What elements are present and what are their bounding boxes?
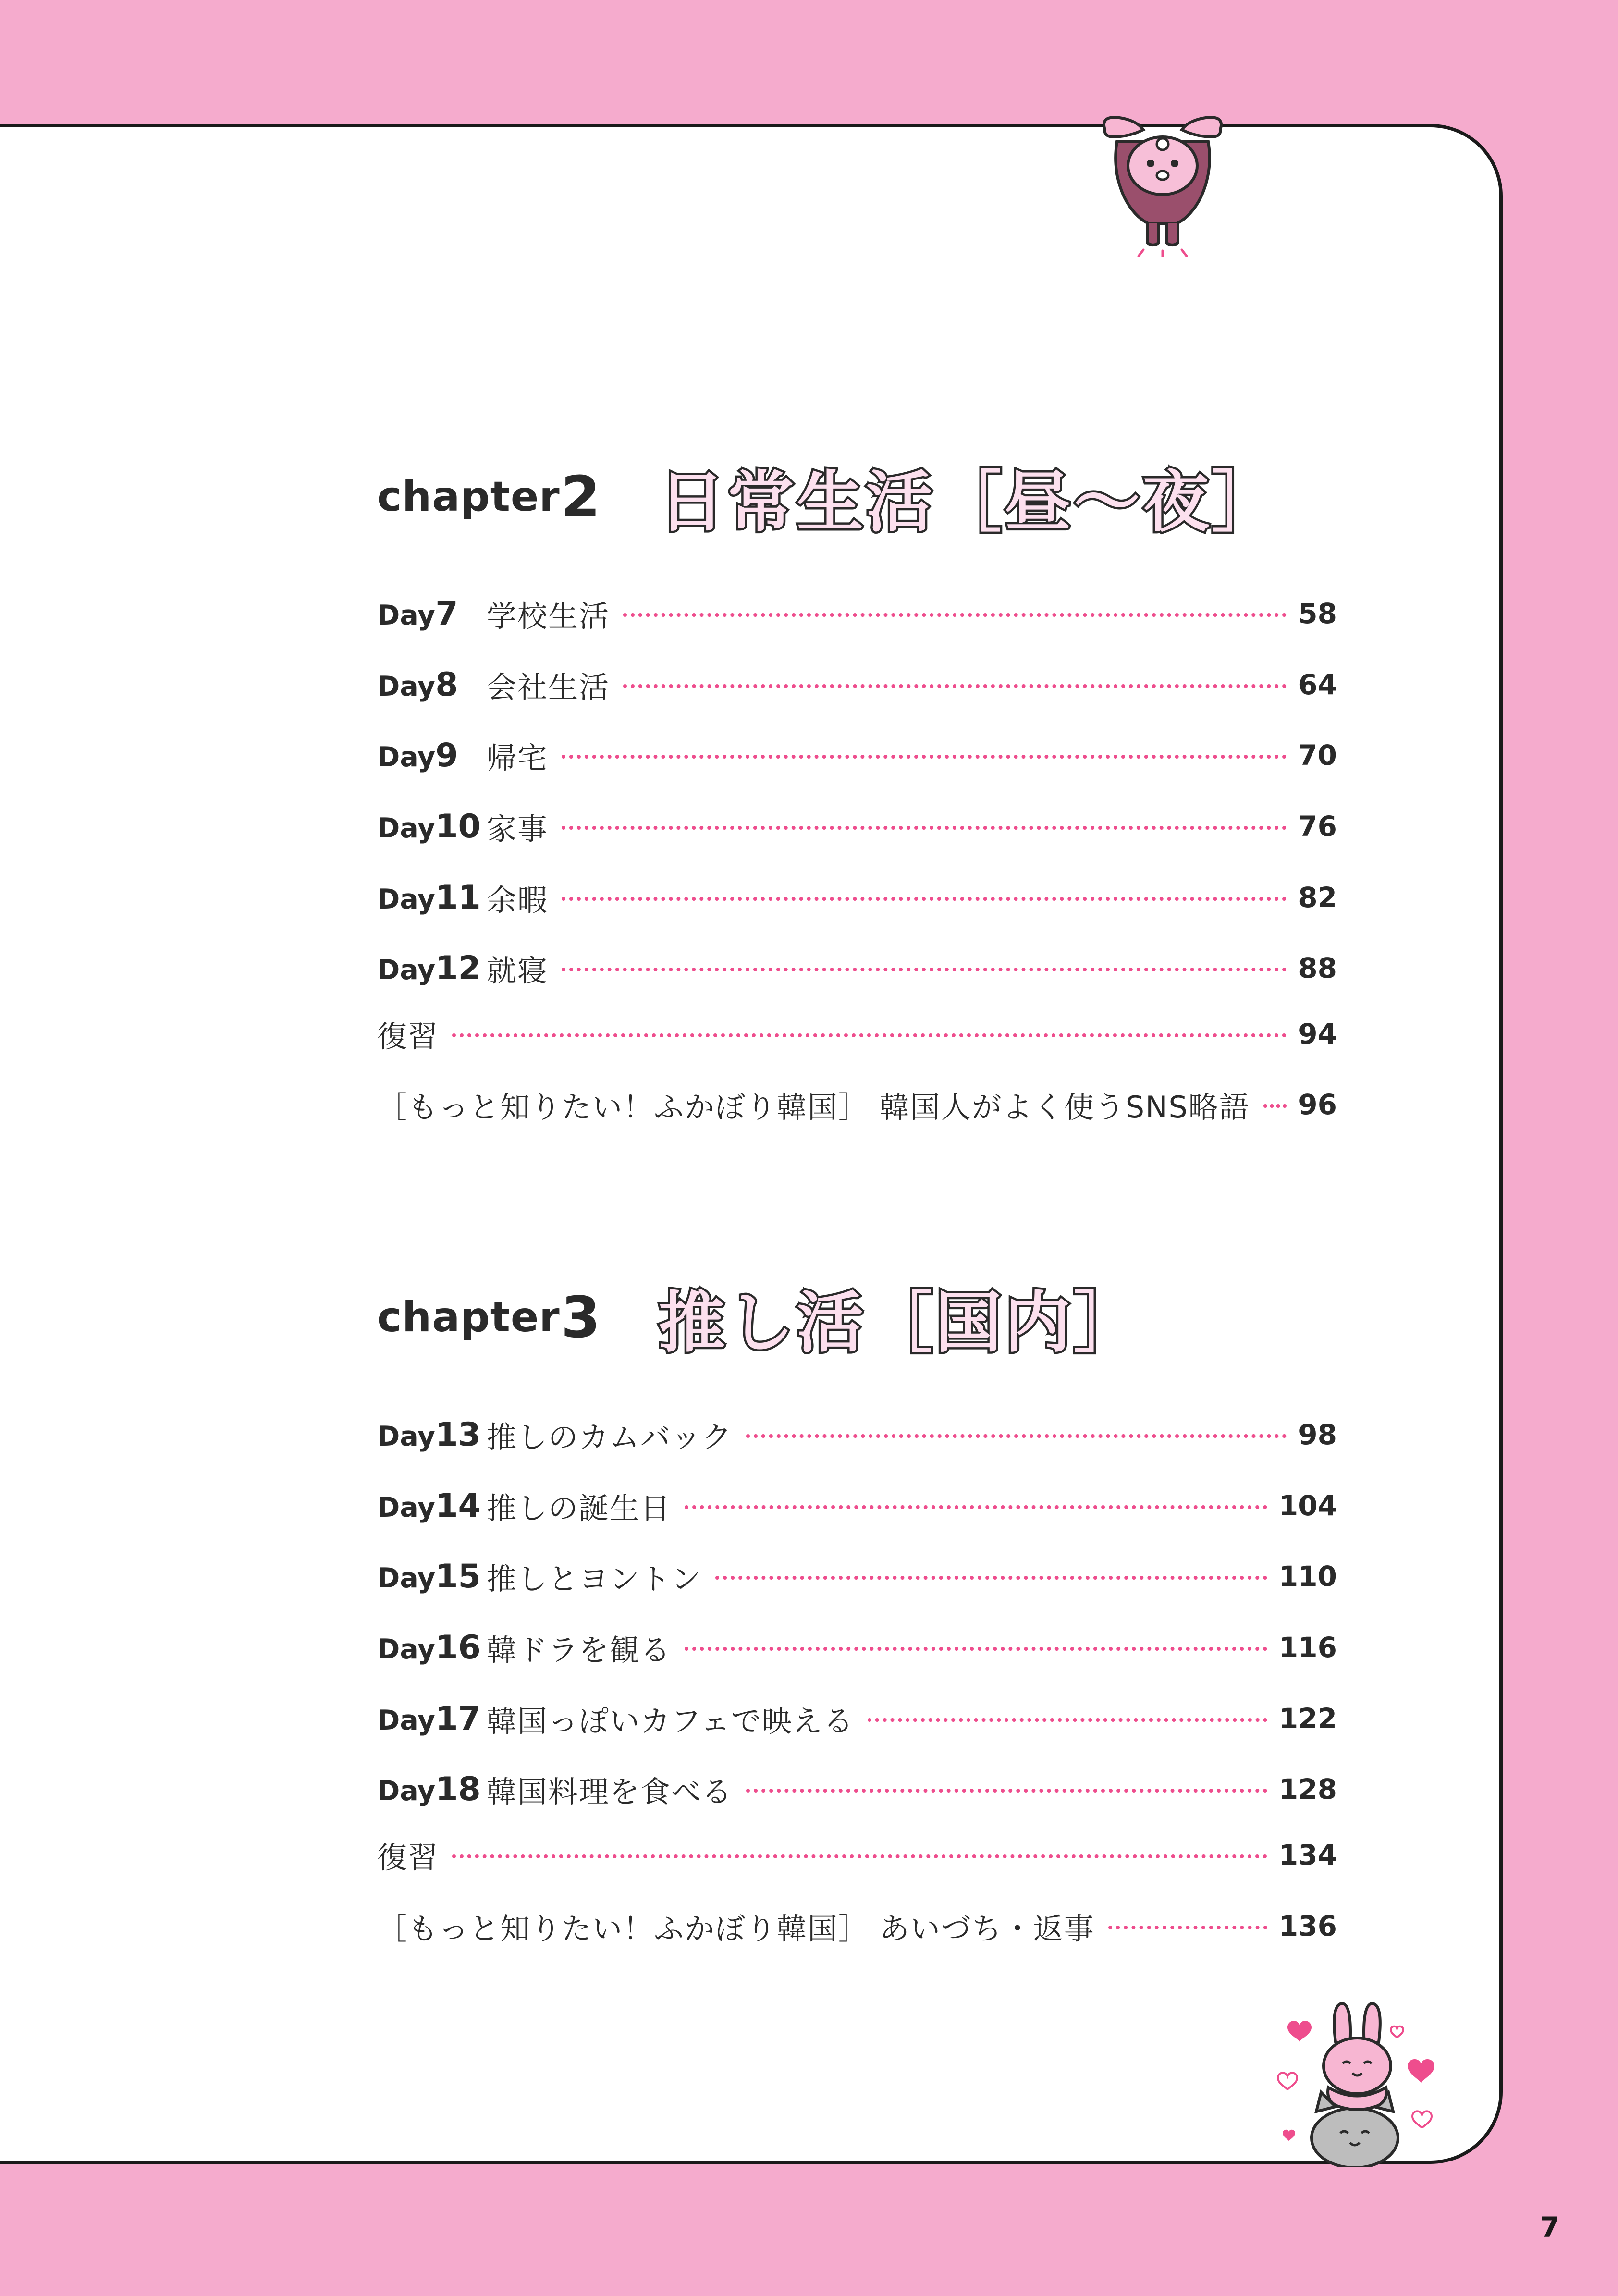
toc-row[interactable] xyxy=(377,1768,1337,1811)
page-number: 70 xyxy=(1298,739,1337,772)
day-label: Day16 xyxy=(377,1628,481,1667)
entry-title: 韓国料理を食べる xyxy=(487,1774,733,1809)
day-label: Day11 xyxy=(377,878,481,917)
entry-title: 韓国っぽいカフェで映える xyxy=(487,1703,854,1739)
entry-title: 家事 xyxy=(487,811,549,847)
day-label: Day9 xyxy=(377,736,458,774)
page-number: 104 xyxy=(1278,1489,1337,1522)
chapter-number: 3 xyxy=(561,1284,601,1351)
hanging-mascot-illustration xyxy=(1091,108,1235,259)
day-label: Day15 xyxy=(377,1557,481,1596)
dotted-leader xyxy=(562,755,1287,759)
dotted-leader xyxy=(623,684,1287,688)
entry-title: 推しとヨントン xyxy=(487,1561,702,1596)
dotted-leader xyxy=(1263,1104,1287,1108)
dotted-leader xyxy=(452,1854,1267,1858)
entry-title: 復習 xyxy=(377,1840,439,1875)
chapter-label: chapter xyxy=(377,1293,560,1341)
chapter-number: 2 xyxy=(561,464,601,530)
page-number-folio: 7 xyxy=(1540,2211,1560,2244)
dotted-leader xyxy=(452,1033,1287,1037)
page-number: 136 xyxy=(1278,1910,1337,1942)
toc-row[interactable] xyxy=(377,1484,1337,1527)
dotted-leader xyxy=(685,1647,1267,1651)
dotted-leader xyxy=(562,897,1287,901)
day-label: Day10 xyxy=(377,807,481,846)
dotted-leader xyxy=(562,826,1287,830)
entry-title: 推しの誕生日 xyxy=(487,1490,672,1526)
toc-row[interactable] xyxy=(377,1626,1337,1669)
chapter-heading xyxy=(377,449,1281,544)
page-number: 94 xyxy=(1298,1018,1337,1050)
dotted-leader xyxy=(868,1718,1267,1722)
chapter-heading xyxy=(377,1270,1143,1365)
dotted-leader xyxy=(623,613,1287,617)
toc-row[interactable] xyxy=(377,1083,1337,1126)
page-number: 122 xyxy=(1278,1702,1337,1735)
entry-title: 帰宅 xyxy=(487,740,549,775)
dotted-leader xyxy=(715,1576,1267,1580)
toc-row[interactable] xyxy=(377,1413,1337,1456)
toc-row[interactable] xyxy=(377,1833,1337,1877)
toc-row[interactable] xyxy=(377,1555,1337,1598)
entry-title: 余暇 xyxy=(487,882,549,918)
page-number: 128 xyxy=(1278,1773,1337,1805)
entry-title: ［もっと知りたい！ふかぼり韓国］ 韓国人がよく使うSNS略語 xyxy=(377,1089,1250,1125)
entry-title: 推しのカムバック xyxy=(487,1419,733,1455)
page-number: 98 xyxy=(1298,1418,1337,1451)
dotted-leader xyxy=(685,1505,1267,1509)
entry-title: 韓ドラを観る xyxy=(487,1632,672,1668)
chapter-title: 推し活［国内］ xyxy=(658,1284,1143,1362)
page-number: 116 xyxy=(1278,1631,1337,1664)
dotted-leader xyxy=(746,1434,1287,1438)
page-number: 76 xyxy=(1298,810,1337,843)
day-label: Day12 xyxy=(377,949,481,987)
page-number: 88 xyxy=(1298,952,1337,984)
dotted-leader xyxy=(562,968,1287,971)
toc-row[interactable] xyxy=(377,663,1337,706)
page-number: 96 xyxy=(1298,1088,1337,1121)
day-label: Day18 xyxy=(377,1770,481,1808)
day-label: Day13 xyxy=(377,1415,481,1454)
entry-title: 学校生活 xyxy=(487,598,610,634)
hugging-mascots-illustration xyxy=(1268,1994,1441,2169)
page-number: 58 xyxy=(1298,597,1337,630)
dotted-leader xyxy=(746,1789,1267,1793)
day-label: Day8 xyxy=(377,665,458,704)
chapter-title: 日常生活［昼〜夜］ xyxy=(658,464,1281,541)
day-label: Day14 xyxy=(377,1486,481,1525)
page-number: 82 xyxy=(1298,881,1337,914)
day-label: Day17 xyxy=(377,1699,481,1738)
page-number: 110 xyxy=(1278,1560,1337,1593)
dotted-leader xyxy=(1108,1926,1267,1929)
toc-row[interactable] xyxy=(377,734,1337,777)
toc-row[interactable] xyxy=(377,592,1337,635)
entry-title: 会社生活 xyxy=(487,669,610,705)
entry-title: 就寝 xyxy=(487,953,549,988)
toc-row[interactable] xyxy=(377,946,1337,990)
day-label: Day7 xyxy=(377,594,458,633)
page-number: 64 xyxy=(1298,668,1337,701)
chapter-label: chapter xyxy=(377,473,560,521)
toc-row[interactable] xyxy=(377,1012,1337,1056)
toc-row[interactable] xyxy=(377,876,1337,919)
page-number: 134 xyxy=(1278,1839,1337,1871)
toc-row[interactable] xyxy=(377,1904,1337,1948)
entry-title: 復習 xyxy=(377,1019,439,1054)
toc-row[interactable] xyxy=(377,805,1337,848)
toc-row[interactable] xyxy=(377,1697,1337,1740)
entry-title: ［もっと知りたい！ふかぼり韓国］ あいづち・返事 xyxy=(377,1911,1095,1946)
